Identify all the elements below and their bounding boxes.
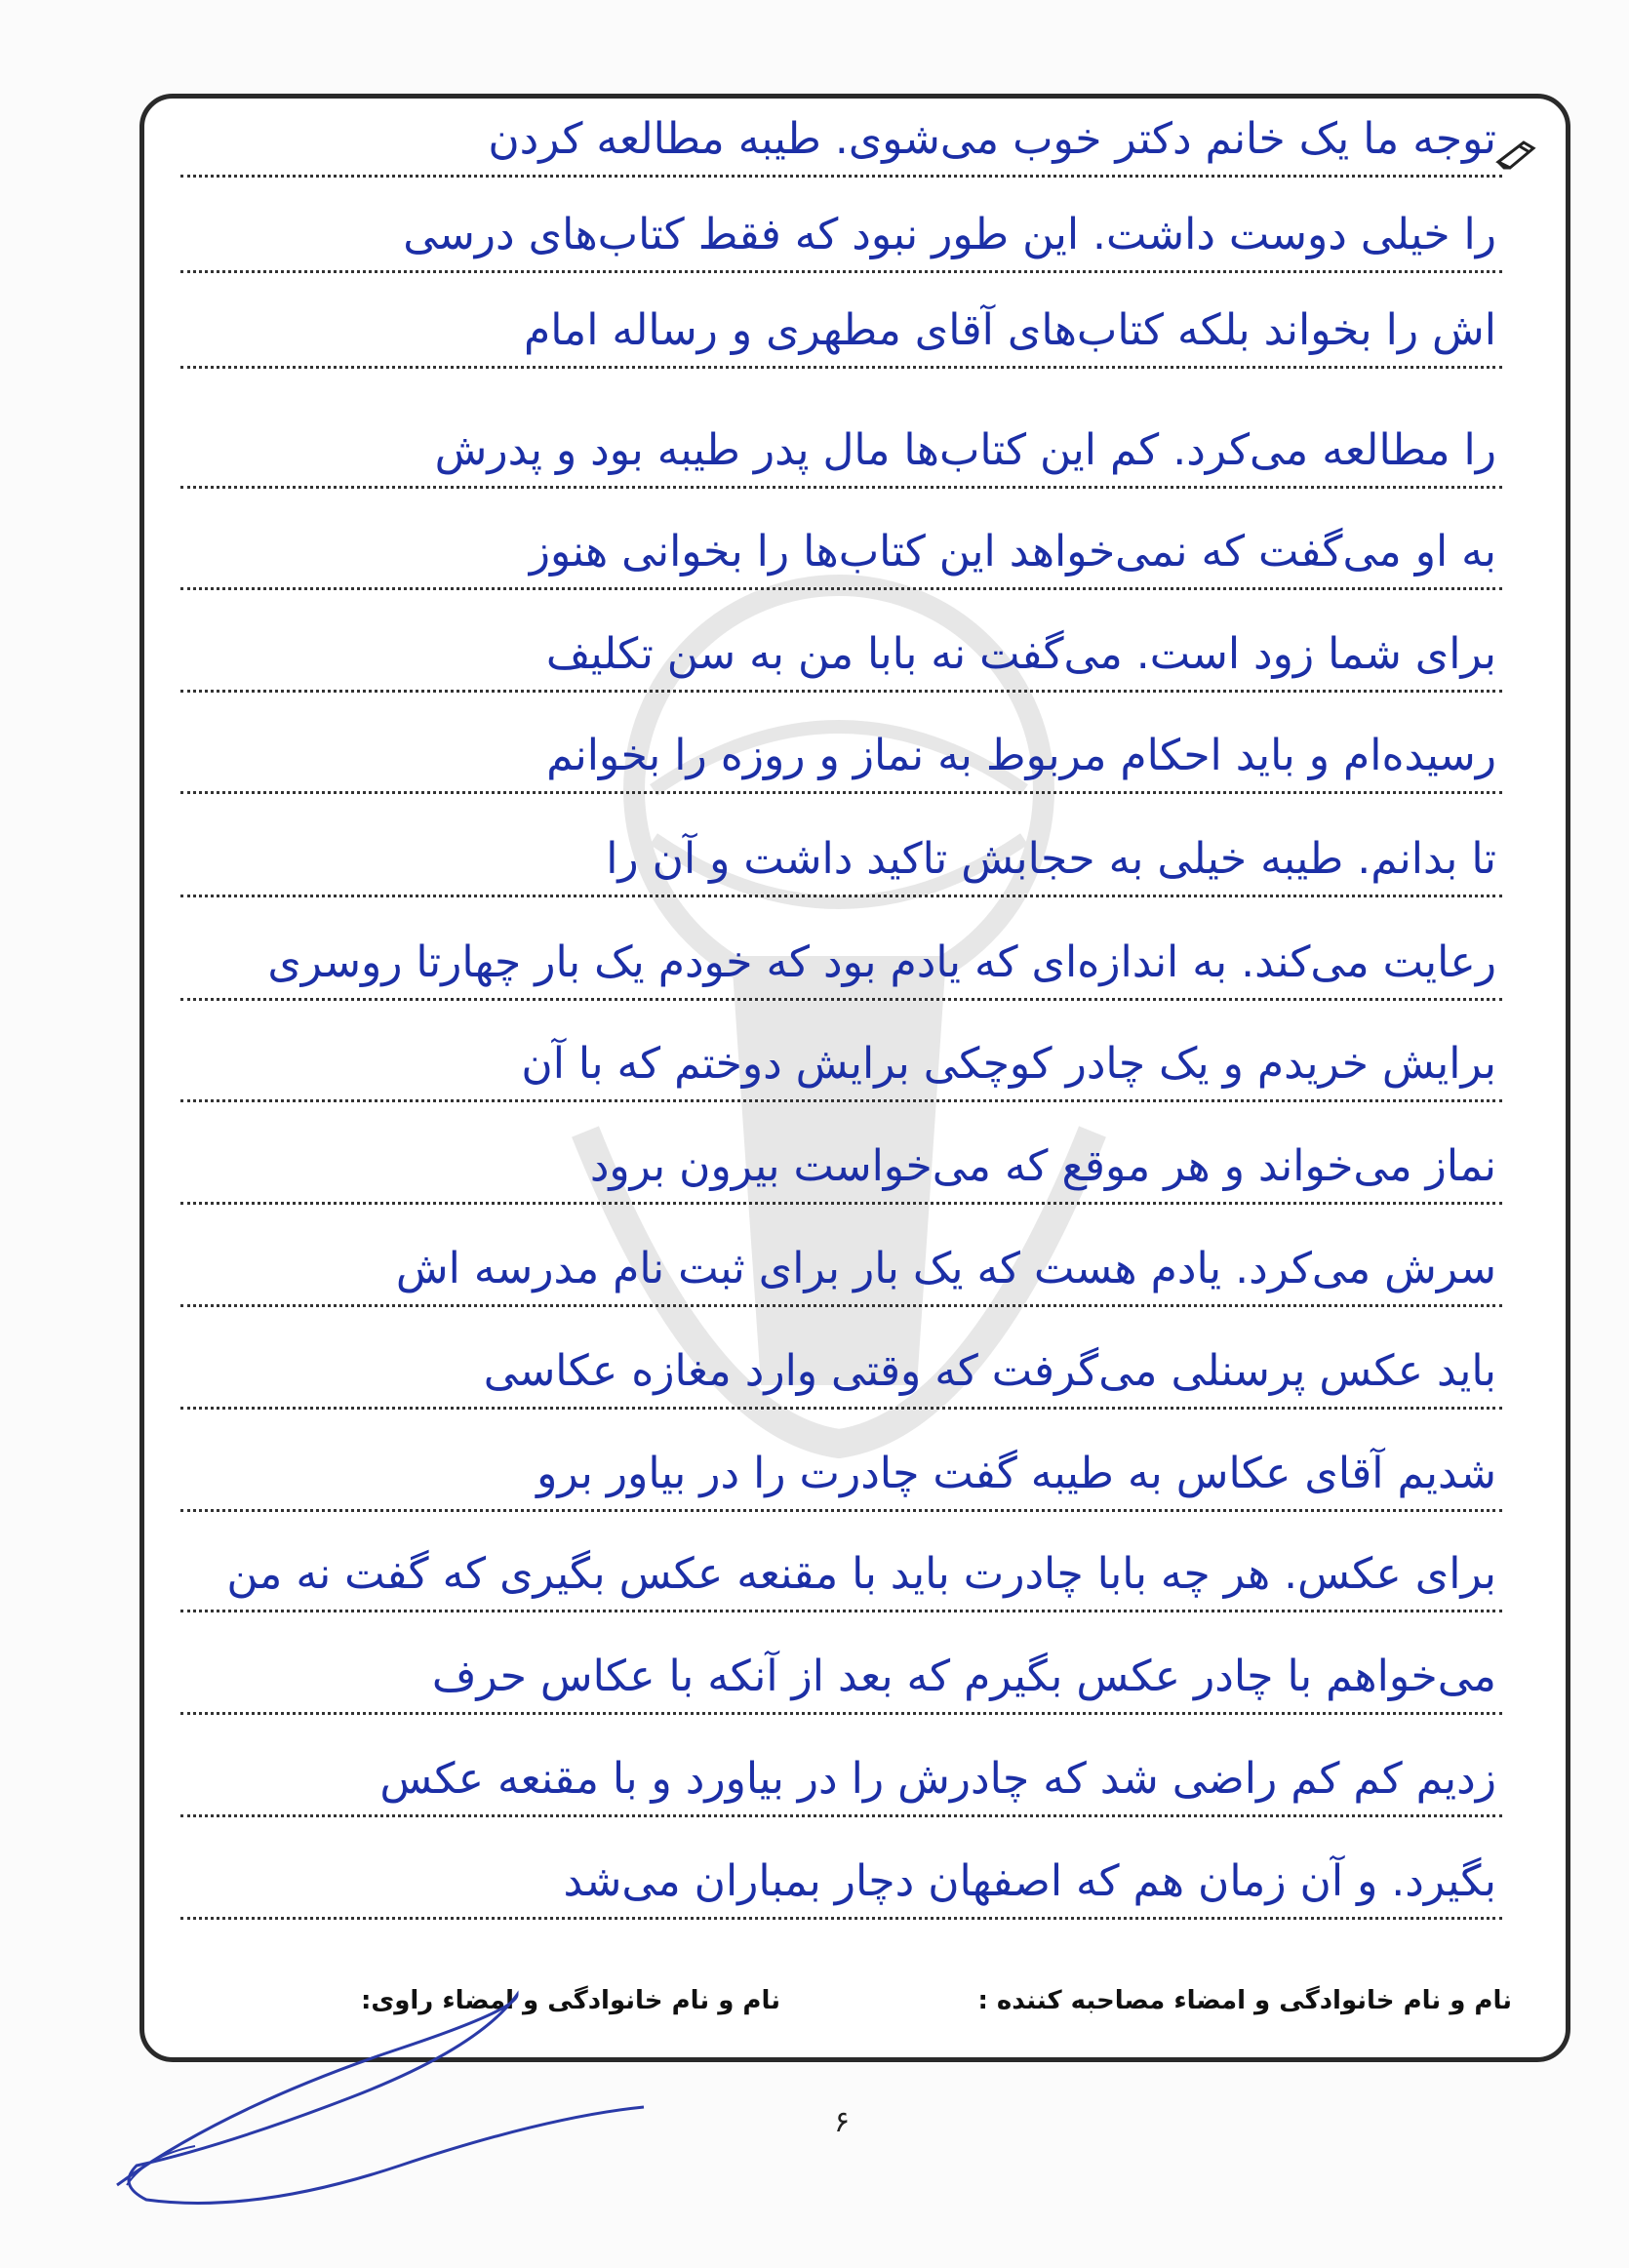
- line-text: زدیم کم کم راضی شد که چادرش را در بیاورد و با مقنعه عکس: [379, 1754, 1496, 1804]
- line-text: برایش خریدم و یک چادر کوچکی برایش دوختم که با آن: [521, 1039, 1496, 1089]
- line-text: توجه ما یک خانم دکتر خوب می‌شوی. طیبه مطالعه کردن: [488, 114, 1496, 164]
- text-line: [180, 1525, 1502, 1612]
- line-text: اش را بخواند بلکه کتاب‌های آقای مطهری و رساله امام: [523, 305, 1496, 355]
- text-line: [180, 90, 1502, 178]
- text-line: [180, 502, 1502, 590]
- line-text: برای عکس. هر چه بابا چادرت باید با مقنعه عکس بگیری که گفت نه من: [226, 1549, 1496, 1599]
- line-text: رسیده‌ام و باید احکام مربوط به نماز و روزه را بخوانم: [546, 731, 1496, 780]
- line-text: می‌خواهم با چادر عکس بگیرم که بعد از آنکه با عکاس حرف: [431, 1651, 1496, 1701]
- text-line: [180, 1424, 1502, 1512]
- text-line: [180, 810, 1502, 897]
- line-text: رعایت می‌کند. به اندازه‌ای که یادم بود که خودم یک بار چهارتا روسری: [267, 937, 1496, 987]
- line-text: برای شما زود است. می‌گفت نه بابا من به سن تکلیف: [545, 629, 1496, 679]
- line-text: نماز می‌خواند و هر موقع که می‌خواست بیرون برود: [589, 1141, 1496, 1191]
- text-line: [180, 1627, 1502, 1715]
- line-text: را خیلی دوست داشت. این طور نبود که فقط کتاب‌های درسی: [403, 210, 1496, 259]
- text-line: [180, 1832, 1502, 1920]
- text-line: [180, 1322, 1502, 1410]
- signature-scribble: [107, 1990, 654, 2224]
- text-line: [180, 185, 1502, 273]
- text-line: [180, 1219, 1502, 1307]
- text-line: [180, 1117, 1502, 1205]
- line-text: را مطالعه می‌کرد. کم این کتاب‌ها مال پدر طیبه بود و پدرش: [434, 425, 1496, 475]
- interviewer-signature-label: نام و نام خانوادگی و امضاء مصاحبه کننده :: [977, 1986, 1512, 2015]
- text-line: [180, 401, 1502, 489]
- line-text: شدیم آقای عکاس به طیبه گفت چادرت را در بیاور برو: [536, 1449, 1496, 1498]
- text-line: [180, 1730, 1502, 1817]
- text-line: [180, 913, 1502, 1001]
- text-line: [180, 281, 1502, 369]
- narrator-signature-label: نام و نام خانوادگی و امضاء راوی:: [361, 1986, 780, 2015]
- page-number: ۶: [834, 2105, 851, 2139]
- text-line: [180, 706, 1502, 794]
- line-text: تا بدانم. طیبه خیلی به حجابش تاکید داشت و آن را: [606, 834, 1496, 884]
- text-line: [180, 605, 1502, 693]
- line-text: به او می‌گفت که نمی‌خواهد این کتاب‌ها را بخوانی هنوز: [529, 527, 1496, 577]
- line-text: باید عکس پرسنلی می‌گرفت که وقتی وارد مغازه عکاسی: [483, 1346, 1496, 1396]
- line-text: بگیرد. و آن زمان هم که اصفهان دچار بمباران می‌شد: [563, 1856, 1496, 1906]
- text-line: [180, 1015, 1502, 1102]
- line-text: سرش می‌کرد. یادم هست که یک بار برای ثبت نام مدرسه اش: [395, 1244, 1496, 1293]
